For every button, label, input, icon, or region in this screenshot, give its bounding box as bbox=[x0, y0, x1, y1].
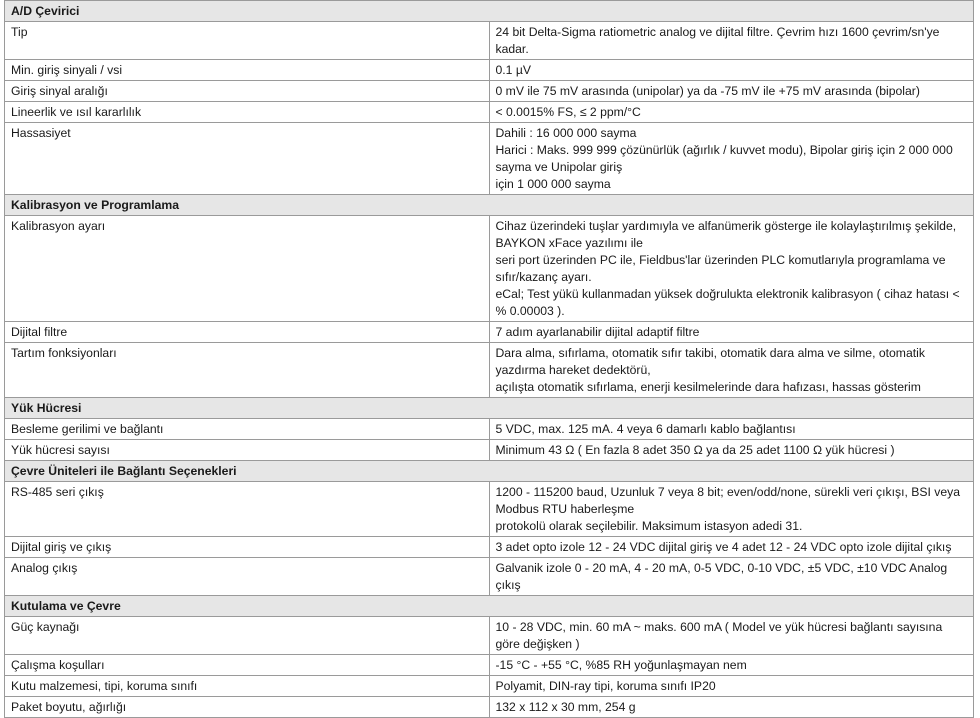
spec-value-line: 0.1 µV bbox=[495, 63, 531, 77]
spec-row bbox=[5, 123, 974, 195]
spec-label: Kutu malzemesi, tipi, koruma sınıfı bbox=[5, 676, 490, 697]
spec-value bbox=[489, 697, 974, 718]
spec-label: Kalibrasyon ayarı bbox=[5, 216, 490, 322]
spec-value-line: 5 VDC, max. 125 mA. 4 veya 6 damarlı kablo bağlantısı bbox=[495, 422, 796, 436]
spec-label: RS-485 seri çıkış bbox=[5, 482, 490, 537]
spec-label: Güç kaynağı bbox=[5, 617, 490, 655]
spec-value bbox=[489, 343, 974, 398]
specification-table bbox=[4, 0, 974, 718]
spec-label: Hassasiyet bbox=[5, 123, 490, 195]
spec-row bbox=[5, 419, 974, 440]
spec-value-line: seri port üzerinden PC ile, Fieldbus'lar üzerinden PLC komutlarıyla programlama ve sıfır/kazanç ayarı. bbox=[495, 253, 946, 284]
spec-value-line: Harici : Maks. 999 999 çözünürlük (ağırlık / kuvvet modu), Bipolar giriş için 2 000 000 sayma ve Unipolar giriş bbox=[495, 143, 953, 174]
spec-row bbox=[5, 617, 974, 655]
spec-value bbox=[489, 655, 974, 676]
spec-value-line: Minimum 43 Ω ( En fazla 8 adet 350 Ω ya da 25 adet 1100 Ω yük hücresi ) bbox=[495, 443, 895, 457]
spec-value-line: Cihaz üzerindeki tuşlar yardımıyla ve alfanümerik gösterge ile kolaylaştırılmış şekilde, BAYKON xFace yazılımı ile bbox=[495, 219, 957, 250]
spec-row bbox=[5, 697, 974, 718]
section-header bbox=[5, 596, 974, 617]
spec-value-line: Galvanik izole 0 - 20 mA, 4 - 20 mA, 0-5 VDC, 0-10 VDC, ±5 VDC, ±10 VDC Analog çıkış bbox=[495, 561, 948, 592]
spec-row bbox=[5, 60, 974, 81]
section-title: Yük Hücresi bbox=[5, 398, 974, 419]
spec-value bbox=[489, 676, 974, 697]
spec-value bbox=[489, 558, 974, 596]
spec-value bbox=[489, 60, 974, 81]
spec-row bbox=[5, 676, 974, 697]
section-title: Çevre Üniteleri ile Bağlantı Seçenekleri bbox=[5, 461, 974, 482]
spec-row bbox=[5, 22, 974, 60]
spec-value bbox=[489, 123, 974, 195]
spec-value-line: -15 °C - +55 °C, %85 RH yoğunlaşmayan nem bbox=[495, 658, 747, 672]
spec-row bbox=[5, 81, 974, 102]
spec-label: Dijital filtre bbox=[5, 322, 490, 343]
spec-row bbox=[5, 343, 974, 398]
spec-value bbox=[489, 322, 974, 343]
spec-label: Lineerlik ve ısıl kararlılık bbox=[5, 102, 490, 123]
spec-value-line: < 0.0015% FS, ≤ 2 ppm/°C bbox=[495, 105, 641, 119]
spec-label: Yük hücresi sayısı bbox=[5, 440, 490, 461]
spec-value-line: 1200 - 115200 baud, Uzunluk 7 veya 8 bit; even/odd/none, sürekli veri çıkışı, BSI veya Modbus RTU haberleşme bbox=[495, 485, 961, 516]
section-header bbox=[5, 195, 974, 216]
spec-value bbox=[489, 102, 974, 123]
section-title: Kalibrasyon ve Programlama bbox=[5, 195, 974, 216]
spec-label: Analog çıkış bbox=[5, 558, 490, 596]
spec-value bbox=[489, 537, 974, 558]
spec-label: Giriş sinyal aralığı bbox=[5, 81, 490, 102]
spec-value-line: 7 adım ayarlanabilir dijital adaptif filtre bbox=[495, 325, 700, 339]
spec-label: Besleme gerilimi ve bağlantı bbox=[5, 419, 490, 440]
spec-value bbox=[489, 482, 974, 537]
spec-value-line: için 1 000 000 sayma bbox=[495, 177, 611, 191]
section-header bbox=[5, 398, 974, 419]
spec-value-line: 24 bit Delta-Sigma ratiometric analog ve dijital filtre. Çevrim hızı 1600 çevrim/sn'ye kadar. bbox=[495, 25, 940, 56]
spec-row bbox=[5, 440, 974, 461]
spec-value bbox=[489, 81, 974, 102]
spec-row bbox=[5, 216, 974, 322]
spec-value-line: 0 mV ile 75 mV arasında (unipolar) ya da -75 mV ile +75 mV arasında (bipolar) bbox=[495, 84, 920, 98]
spec-label: Tartım fonksiyonları bbox=[5, 343, 490, 398]
spec-value-line: protokolü olarak seçilebilir. Maksimum istasyon adedi 31. bbox=[495, 519, 803, 533]
section-header bbox=[5, 1, 974, 22]
section-header bbox=[5, 461, 974, 482]
spec-value-line: 3 adet opto izole 12 - 24 VDC dijital giriş ve 4 adet 12 - 24 VDC opto izole dijital çıkış bbox=[495, 540, 952, 554]
spec-row bbox=[5, 655, 974, 676]
spec-value-line: Dahili : 16 000 000 sayma bbox=[495, 126, 637, 140]
spec-value-line: eCal; Test yükü kullanmadan yüksek doğrulukta elektronik kalibrasyon ( cihaz hatası < % 0.00003 ). bbox=[495, 287, 960, 318]
spec-label: Tip bbox=[5, 22, 490, 60]
spec-value-line: açılışta otomatik sıfırlama, enerji kesilmelerinde dara hafızası, hassas gösterim bbox=[495, 380, 921, 394]
spec-value-line: 10 - 28 VDC, min. 60 mA ~ maks. 600 mA ( Model ve yük hücresi bağlantı sayısına göre değişken ) bbox=[495, 620, 943, 651]
spec-value bbox=[489, 440, 974, 461]
spec-row bbox=[5, 102, 974, 123]
spec-value-line: Polyamit, DIN-ray tipi, koruma sınıfı IP20 bbox=[495, 679, 716, 693]
spec-value bbox=[489, 617, 974, 655]
spec-value bbox=[489, 419, 974, 440]
spec-row bbox=[5, 322, 974, 343]
section-title: A/D Çevirici bbox=[5, 1, 974, 22]
spec-label: Min. giriş sinyali / vsi bbox=[5, 60, 490, 81]
spec-value bbox=[489, 22, 974, 60]
spec-label: Dijital giriş ve çıkış bbox=[5, 537, 490, 558]
spec-label: Çalışma koşulları bbox=[5, 655, 490, 676]
section-title: Kutulama ve Çevre bbox=[5, 596, 974, 617]
spec-row bbox=[5, 482, 974, 537]
spec-label: Paket boyutu, ağırlığı bbox=[5, 697, 490, 718]
spec-value-line: 132 x 112 x 30 mm, 254 g bbox=[495, 700, 636, 714]
spec-row bbox=[5, 537, 974, 558]
spec-value-line: Dara alma, sıfırlama, otomatik sıfır takibi, otomatik dara alma ve silme, otomatik yazdırma hareket dedektörü, bbox=[495, 346, 925, 377]
spec-row bbox=[5, 558, 974, 596]
spec-value bbox=[489, 216, 974, 322]
